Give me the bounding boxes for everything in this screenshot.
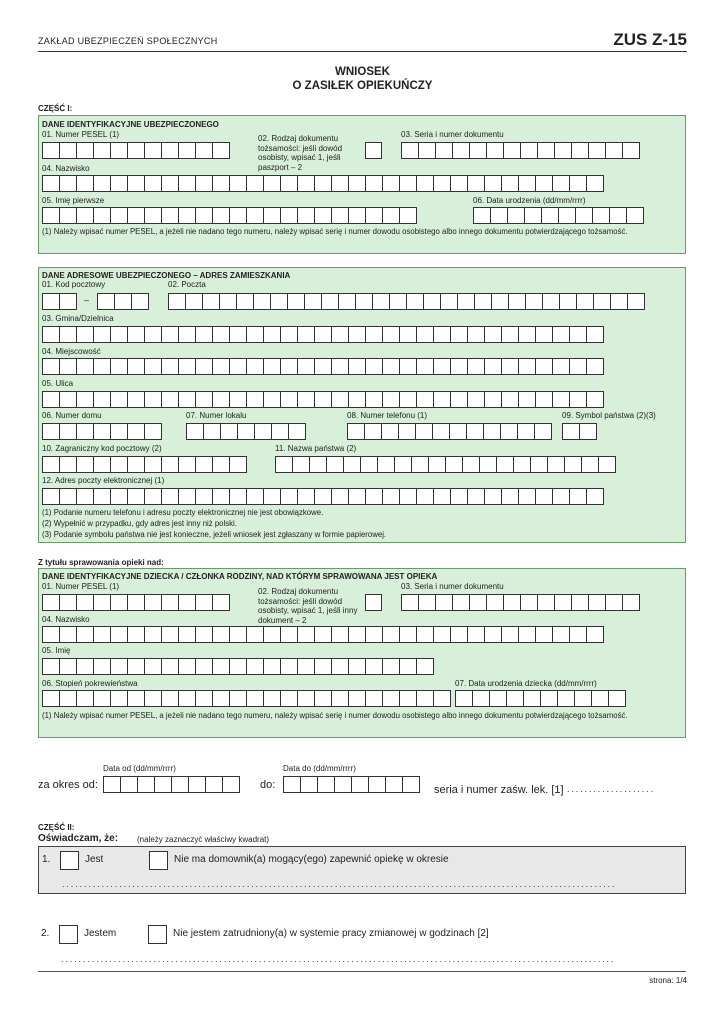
form-title-line2: O ZASIŁEK OPIEKUŃCZY — [292, 80, 433, 92]
footer-divider — [38, 971, 686, 972]
cared-person-section — [38, 568, 686, 738]
surname-input[interactable] — [42, 626, 604, 643]
birth-date-input[interactable] — [473, 207, 644, 224]
doc-type-input[interactable] — [365, 594, 382, 611]
phone-input[interactable] — [347, 423, 552, 440]
page-number: strona: 1/4 — [649, 976, 687, 985]
country-name-input[interactable] — [275, 456, 616, 473]
declaration-hint: (należy zaznaczyć właściwy kwadrat) — [137, 835, 270, 844]
address-footnote-3: (3) Podanie symbolu państwa nie jest konieczne, jeżeli wniosek jest zgłaszany w formie papierowej. — [42, 530, 387, 539]
cert-label: seria i numer zaśw. lek. [1] — [434, 784, 564, 796]
doc-series-label: 03. Seria i numer dokumentu — [401, 582, 504, 591]
commune-input[interactable] — [42, 326, 604, 343]
postal-code-part2-input[interactable] — [97, 293, 149, 310]
birth-date-label: 06. Data urodzenia (dd/mm/rrrr) — [473, 196, 586, 205]
surname-label: 04. Nazwisko — [42, 615, 90, 624]
flat-number-input[interactable] — [186, 423, 306, 440]
section-heading: DANE IDENTYFIKACYJNE UBEZPIECZONEGO — [42, 120, 219, 129]
to-label: do: — [260, 779, 276, 791]
email-input[interactable] — [42, 488, 604, 505]
q1-yes-checkbox[interactable] — [60, 851, 79, 870]
date-to-caption: Data do (dd/mm/rrrr) — [283, 764, 356, 773]
town-label: 04. Miejscowość — [42, 347, 101, 356]
foreign-postal-label: 10. Zagraniczny kod pocztowy (2) — [42, 444, 162, 453]
part2-label: CZĘŚĆ II: — [38, 823, 75, 832]
country-symbol-input[interactable] — [562, 423, 597, 440]
q2-no-checkbox[interactable] — [148, 925, 167, 944]
header-divider — [38, 51, 687, 52]
q2-hours-dotted-field[interactable]: .............................................................................................................................. — [61, 954, 616, 964]
street-label: 05. Ulica — [42, 379, 74, 388]
doc-type-input[interactable] — [365, 142, 382, 159]
pesel-footnote: (1) Należy wpisać numer PESEL, a jeżeli nie nadano tego numeru, należy wpisać serię i numer dowodu osobistego albo innego dokumentu potwierdzającego tożsamość. — [42, 711, 628, 720]
question-1-number: 1. — [42, 854, 51, 865]
postal-code-label: 01. Kod pocztowy — [42, 280, 106, 289]
from-label: za okres od: — [38, 779, 98, 791]
flat-number-label: 07. Numer lokalu — [186, 411, 247, 420]
q1-period-dotted-field[interactable]: .............................................................................................................................. — [62, 879, 617, 889]
q2-yes-label: Jestem — [84, 928, 117, 939]
q2-no-label: Nie jestem zatrudniony(a) w systemie pracy zmianowej w godzinach [2] — [173, 928, 489, 939]
post-office-label: 02. Poczta — [168, 280, 206, 289]
address-footnote-2: (2) Wypełnić w przypadku, gdy adres jest inny niż polski. — [42, 519, 237, 528]
phone-label: 08. Numer telefonu (1) — [347, 411, 428, 420]
doc-type-label: 02. Rodzaj dokumentu tożsamości: jeśli dowód osobisty, wpisać 1, jeśli paszport – 2 — [258, 134, 343, 172]
house-number-input[interactable] — [42, 423, 162, 440]
country-symbol-label: 09. Symbol państwa (2)(3) — [562, 411, 656, 420]
surname-input[interactable] — [42, 175, 604, 192]
pesel-footnote: (1) Należy wpisać numer PESEL, a jeżeli nie nadano tego numeru, należy wpisać serię i numer dowodu osobistego albo innego dokumentu potwierdzającego tożsamość. — [42, 227, 628, 236]
postal-code-part1-input[interactable] — [42, 293, 77, 310]
doc-series-input[interactable] — [401, 594, 640, 611]
pesel-label: 01. Numer PESEL (1) — [42, 582, 120, 591]
birth-date-input[interactable] — [455, 690, 626, 707]
declaration-label: Oświadczam, że: — [38, 833, 119, 844]
part1-label: CZĘŚĆ I: — [38, 104, 73, 113]
institution-name: ZAKŁAD UBEZPIECZEŃ SPOŁECZNYCH — [38, 36, 218, 46]
first-name-input[interactable] — [42, 207, 417, 224]
q2-yes-checkbox[interactable] — [59, 925, 78, 944]
address-footnote-1: (1) Podanie numeru telefonu i adresu poczty elektronicznej nie jest obowiązkowe. — [42, 508, 324, 517]
care-label: Z tytułu sprawowania opieki nad: — [38, 558, 164, 567]
town-input[interactable] — [42, 358, 604, 375]
surname-label: 04. Nazwisko — [42, 164, 90, 173]
pesel-label: 01. Numer PESEL (1) — [42, 130, 120, 139]
first-name-label: 05. Imię pierwsze — [42, 196, 105, 205]
street-input[interactable] — [42, 391, 604, 408]
doc-series-label: 03. Seria i numer dokumentu — [401, 130, 504, 139]
insured-address-section — [38, 267, 686, 543]
date-to-input[interactable] — [283, 776, 420, 793]
form-code: ZUS Z-15 — [613, 30, 687, 49]
country-name-label: 11. Nazwa państwa (2) — [275, 444, 357, 453]
question-1-panel — [38, 846, 686, 894]
first-name-input[interactable] — [42, 658, 434, 675]
foreign-postal-input[interactable] — [42, 456, 247, 473]
pesel-input[interactable] — [42, 594, 230, 611]
relation-input[interactable] — [42, 690, 451, 707]
first-name-label: 05. Imię — [42, 646, 71, 655]
section-heading: DANE ADRESOWE UBEZPIECZONEGO – ADRES ZAMIESZKANIA — [42, 271, 291, 280]
relation-label: 06. Stopień pokrewieństwa — [42, 679, 138, 688]
date-from-caption: Data od (dd/mm/rrrr) — [103, 764, 176, 773]
doc-series-input[interactable] — [401, 142, 640, 159]
date-from-input[interactable] — [103, 776, 240, 793]
q1-no-label: Nie ma domownik(a) mogący(ego) zapewnić opiekę w okresie — [174, 854, 449, 865]
section-heading: DANE IDENTYFIKACYJNE DZIECKA / CZŁONKA RODZINY, NAD KTÓRYM SPRAWOWANA JEST OPIEKA — [42, 572, 438, 581]
pesel-input[interactable] — [42, 142, 230, 159]
insured-identification-section — [38, 115, 686, 254]
q1-yes-label: Jest — [85, 854, 104, 865]
cert-dotted-field[interactable]: .................... — [567, 784, 656, 794]
form-title-line1: WNIOSEK — [335, 66, 390, 78]
birth-date-label: 07. Data urodzenia dziecka (dd/mm/rrrr) — [455, 679, 597, 688]
commune-label: 03. Gmina/Dzielnica — [42, 314, 114, 323]
house-number-label: 06. Numer domu — [42, 411, 102, 420]
question-2-number: 2. — [41, 928, 50, 939]
postal-code-dash: – — [84, 295, 90, 305]
doc-type-label: 02. Rodzaj dokumentu tożsamości: jeśli dowód osobisty, wpisać 1, jeśli inny dokument – 2 — [258, 587, 358, 625]
q1-no-checkbox[interactable] — [149, 851, 168, 870]
post-office-input[interactable] — [168, 293, 645, 310]
email-label: 12. Adres poczty elektronicznej (1) — [42, 476, 165, 485]
